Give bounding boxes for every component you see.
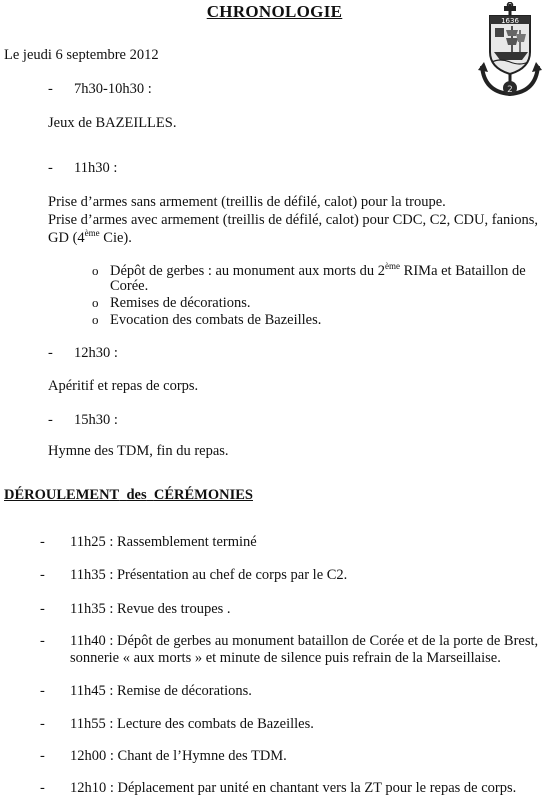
entry-text: Apéritif et repas de corps. [48,378,199,394]
ceremony-item: - 11h35 : Présentation au chef de corps par le C2. [40,567,348,583]
section-heading: DÉROULEMENT des CÉRÉMONIES [4,487,253,503]
time-entry: - 7h30-10h30 : [48,81,152,97]
entry-text: Prise d’armes avec armement (treillis de défilé, calot) pour CDC, C2, CDU, fanions, [48,212,539,228]
page-title: CHRONOLOGIE [206,2,343,21]
ceremony-item: - 11h40 : Dépôt de gerbes au monument bataillon de Corée et de la porte de Brest, [40,633,539,649]
list-item: o Dépôt de gerbes : au monument aux morts du 2ème RIMa et Bataillon de [92,261,526,279]
entry-text: GD (4ème Cie). [48,228,132,246]
ceremony-item: - 11h25 : Rassemblement terminé [40,534,257,550]
ceremony-item: - 11h55 : Lecture des combats de Bazeilles. [40,716,314,732]
ceremony-item: - 11h35 : Revue des troupes . [40,601,231,617]
regimental-emblem-icon [476,2,544,100]
entry-text: Jeux de BAZEILLES. [48,115,177,131]
ceremony-item: - 12h00 : Chant de l’Hymne des TDM. [40,748,287,764]
svg-text:2: 2 [507,85,513,95]
list-item: o Remises de décorations. [92,295,251,311]
entry-text: Hymne des TDM, fin du repas. [48,443,229,459]
ceremony-item: - 12h10 : Déplacement par unité en chantant vers la ZT pour le repas de corps. [40,780,517,796]
ceremony-item: - 11h45 : Remise de décorations. [40,683,252,699]
list-item-continuation: Corée. [110,278,149,294]
date-line: Le jeudi 6 septembre 2012 [4,47,159,63]
svg-text:1636: 1636 [501,17,519,25]
ceremony-item-continuation: sonnerie « aux morts » et minute de silence puis refrain de la Marseillaise. [70,650,501,666]
time-entry: - 11h30 : [48,160,118,176]
time-entry: - 15h30 : [48,412,118,428]
list-item: o Evocation des combats de Bazeilles. [92,312,322,328]
entry-text: Prise d’armes sans armement (treillis de défilé, calot) pour la troupe. [48,194,446,210]
time-entry: - 12h30 : [48,345,118,361]
